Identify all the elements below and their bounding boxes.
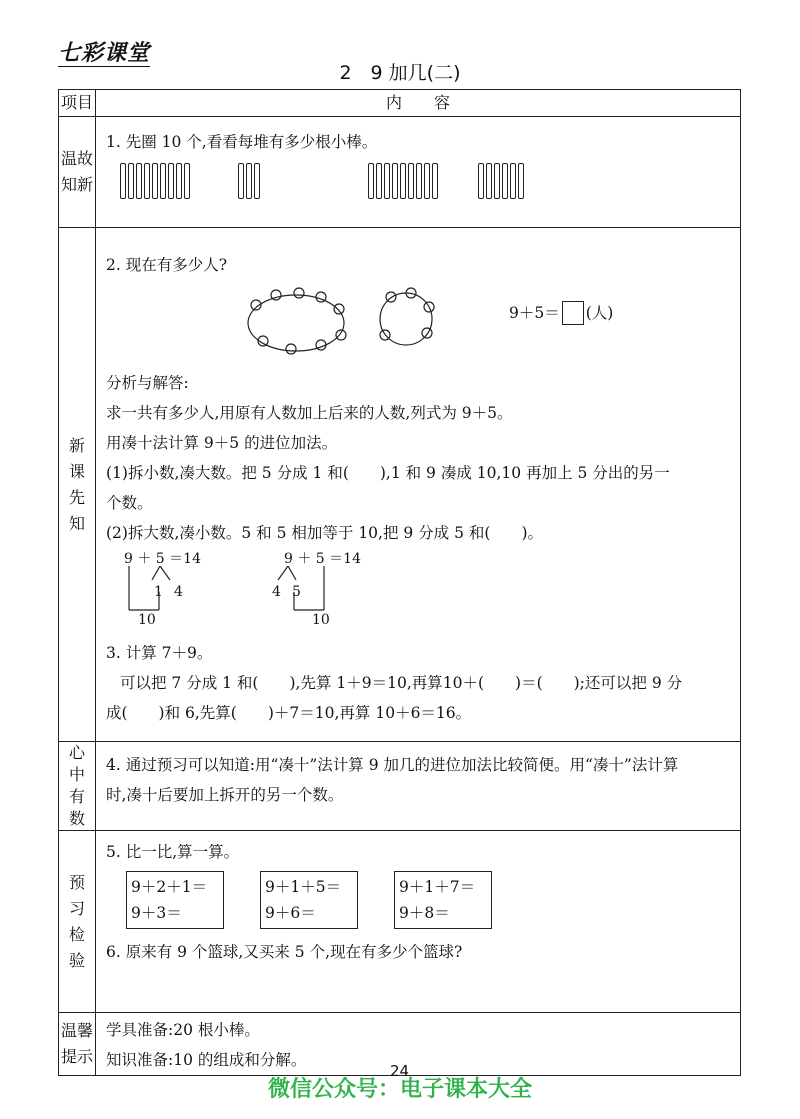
stick [246, 163, 252, 199]
analysis-title: 分析与解答: [106, 374, 189, 392]
stick [152, 163, 158, 199]
tip-line-2: 时,凑十后要加上拆开的另一个数。 [106, 786, 344, 804]
header-col-item: 项目 [59, 90, 96, 117]
label-yuxi: 预 习 检 验 [59, 831, 96, 1013]
diagram-2-expr: 9 ＋ 5 ＝14 [284, 551, 361, 567]
stick-bundles [106, 157, 740, 207]
stick [400, 163, 406, 199]
reminder-line-2: 知识准备:10 的组成和分解。 [106, 1051, 307, 1069]
stick [510, 163, 516, 199]
practice-box-3: 9＋1＋7＝ 9＋8＝ [394, 871, 492, 929]
diagram-1-part-b: 4 [174, 584, 183, 600]
page-number: 24 [390, 1062, 410, 1080]
stick [168, 163, 174, 199]
label-wenxin: 温馨 提示 [59, 1013, 96, 1076]
question-5: 5. 比一比,算一算。 [106, 843, 240, 861]
watermark: 微信公众号：电子课本大全 [267, 1077, 532, 1102]
label-wengu: 温故 知新 [59, 117, 96, 228]
stick [494, 163, 500, 199]
page-title: 2 9 加几(二) [339, 62, 461, 84]
practice-box-2: 9＋1＋5＝ 9＋6＝ [260, 871, 358, 929]
lesson-table [58, 89, 741, 1076]
stick [254, 163, 260, 199]
label-xinzhong: 心 中 有 数 [59, 742, 96, 831]
stick [368, 163, 374, 199]
diagram-1-part-a: 1 [154, 584, 163, 600]
diagram-2-ten: 10 [312, 612, 330, 628]
stick [408, 163, 414, 199]
stick [424, 163, 430, 199]
stick [518, 163, 524, 199]
label-xinke: 新 课 先 知 [59, 228, 96, 742]
analysis-line-1: 求一共有多少人,用原有人数加上后来的人数,列式为 9＋5。 [106, 404, 513, 422]
stick [160, 163, 166, 199]
stick [184, 163, 190, 199]
reminder-line-1: 学具准备:20 根小棒。 [106, 1021, 260, 1039]
stick-group-3 [368, 163, 438, 199]
question-6: 6. 原来有 9 个篮球,又买来 5 个,现在有多少个篮球? [106, 943, 463, 961]
children-group-left-icon [248, 288, 346, 354]
stick [392, 163, 398, 199]
children-circle-illustration [241, 283, 441, 363]
diagram-1-ten: 10 [138, 612, 156, 628]
question-1: 1. 先圈 10 个,看看每堆有多少根小棒。 [106, 133, 378, 151]
tip-line-1: 4. 通过预习可以知道:用“凑十”法计算 9 加几的进位加法比较简便。用“凑十”法计算 [106, 756, 679, 774]
diagram-2-part-a: 4 [272, 584, 281, 600]
question-2: 2. 现在有多少人? [106, 256, 228, 274]
analysis-line-3: (1)拆小数,凑大数。把 5 分成 1 和( ),1 和 9 凑成 10,10 再加上 5 分出的另一 [106, 464, 670, 482]
analysis-line-2: 用凑十法计算 9＋5 的进位加法。 [106, 434, 338, 452]
header-col-content: 内 容 [96, 90, 741, 117]
stick [176, 163, 182, 199]
question-3-line-1: 可以把 7 分成 1 和( ),先算 1＋9＝10,再算10＋( )＝( );还可以把 9 分 [120, 674, 683, 692]
split-diagrams [106, 548, 740, 638]
analysis-line-4: 个数。 [106, 494, 153, 512]
stick [432, 163, 438, 199]
stick [502, 163, 508, 199]
stick [376, 163, 382, 199]
stick [136, 163, 142, 199]
stick [238, 163, 244, 199]
question-3: 3. 计算 7＋9。 [106, 644, 213, 662]
practice-boxes [106, 871, 740, 929]
logo: 七彩课堂 [58, 41, 151, 66]
practice-box-1: 9＋2＋1＝ 9＋3＝ [126, 871, 224, 929]
stick [144, 163, 150, 199]
question-3-line-2: 成( )和 6,先算( )＋7＝10,再算 10＋6＝16。 [106, 704, 472, 722]
analysis-line-5: (2)拆大数,凑小数。5 和 5 相加等于 10,把 9 分成 5 和( )。 [106, 524, 543, 542]
stick [128, 163, 134, 199]
diagram-1-expr: 9 ＋ 5 ＝14 [124, 551, 201, 567]
stick [120, 163, 126, 199]
diagram-2-part-b: 5 [292, 584, 301, 600]
stick [478, 163, 484, 199]
answer-box [562, 301, 584, 325]
stick-group-2 [238, 163, 260, 199]
stick-group-1 [120, 163, 190, 199]
stick [384, 163, 390, 199]
stick [416, 163, 422, 199]
stick [486, 163, 492, 199]
equation: 9＋5＝ (人) [509, 298, 613, 328]
stick-group-4 [478, 163, 524, 199]
children-group-right-icon [380, 288, 434, 345]
